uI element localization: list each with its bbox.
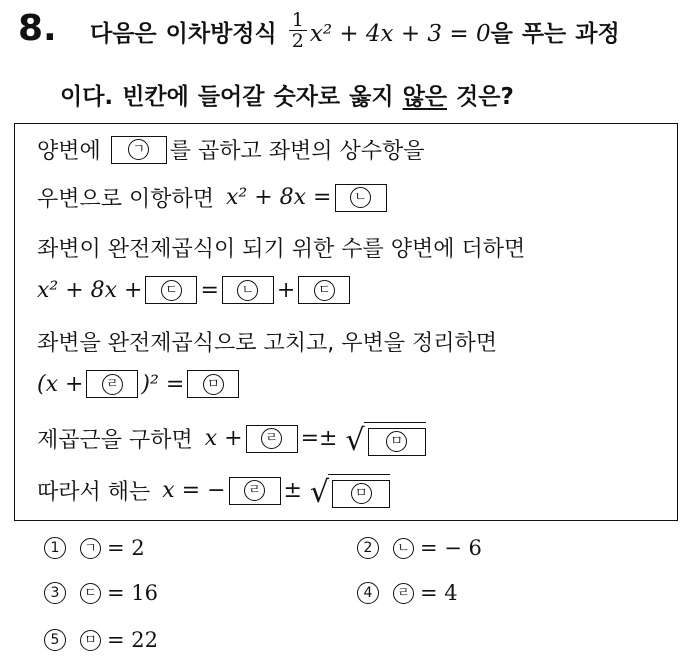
step-text: 를 곱하고 좌변의 상수항을 <box>169 139 425 164</box>
choice-value: = − 6 <box>420 536 482 560</box>
step-1 <box>37 134 425 165</box>
question-line-1 <box>90 9 620 55</box>
step-3 <box>37 232 525 263</box>
step-math: = <box>200 277 219 303</box>
step-text: 좌변을 완전제곱식으로 고치고, 우변을 정리하면 <box>37 331 498 356</box>
choice-value: = 2 <box>107 536 145 560</box>
step-7 <box>37 422 426 456</box>
radical-sign: √ <box>345 422 365 458</box>
word: 을 <box>490 21 513 47</box>
label-d: ㄹ <box>244 480 265 501</box>
choice-number: 1 <box>44 537 66 559</box>
choice-4[interactable] <box>357 581 458 605</box>
step-math: x + <box>204 426 243 452</box>
blank-a <box>111 136 167 164</box>
blank-d <box>86 370 138 398</box>
step-8 <box>37 474 390 508</box>
choice-number: 2 <box>357 537 379 559</box>
label-e: ㅁ <box>351 483 372 504</box>
step-text: 우변으로 이항하면 <box>37 187 215 212</box>
blank-e <box>368 428 426 456</box>
blank-b <box>335 184 387 212</box>
label-b: ㄴ <box>237 280 258 301</box>
label-e: ㅁ <box>386 431 407 452</box>
label-c: ㄷ <box>314 280 335 301</box>
choice-label: ㅁ <box>80 630 101 651</box>
step-math: =± <box>300 426 338 452</box>
label-d: ㄹ <box>261 428 282 449</box>
choice-5[interactable] <box>44 628 158 652</box>
blank-b <box>222 276 274 304</box>
word: 것은? <box>456 84 514 110</box>
word: 푸는 <box>521 21 567 47</box>
fraction <box>289 10 307 51</box>
choice-1[interactable] <box>44 536 145 560</box>
radicand <box>364 422 426 456</box>
word: 옳지 <box>349 84 394 110</box>
radical-sign: √ <box>309 474 330 510</box>
step-6 <box>37 370 242 398</box>
choice-label: ㄷ <box>80 583 101 604</box>
label-d: ㄹ <box>102 374 123 395</box>
label-a: ㄱ <box>128 139 149 160</box>
step-math: ± <box>283 478 302 504</box>
blank-d <box>229 477 281 505</box>
word: 숫자로 <box>273 84 341 110</box>
choice-label: ㄱ <box>80 538 101 559</box>
step-text: 양변에 <box>37 139 101 164</box>
step-2 <box>37 182 390 213</box>
word: 이다. <box>60 84 114 110</box>
fraction-denominator: 2 <box>291 30 304 52</box>
radicand <box>328 474 390 508</box>
word: 다음은 <box>90 21 157 47</box>
choice-number: 3 <box>44 582 66 604</box>
step-text: 제곱근을 구하면 <box>37 428 193 454</box>
solution-box <box>14 123 678 521</box>
choice-value: = 16 <box>107 581 158 605</box>
choice-2[interactable] <box>357 536 482 560</box>
choice-value: = 22 <box>107 628 158 652</box>
fraction-numerator: 1 <box>289 10 307 31</box>
question-number: 8. <box>18 8 57 49</box>
choice-value: = 4 <box>420 581 458 605</box>
label-e: ㅁ <box>203 374 224 395</box>
label-b: ㄴ <box>350 187 371 208</box>
choice-number: 5 <box>44 629 66 651</box>
square-root <box>310 474 390 508</box>
equation: x² + 4x + 3 = 0 <box>309 21 491 47</box>
step-math: + <box>276 277 296 303</box>
word: 이차방정식 <box>165 21 277 47</box>
word: 과정 <box>575 21 620 47</box>
step-text: 따라서 해는 <box>37 480 151 506</box>
word: 들어갈 <box>197 84 265 110</box>
blank-e <box>187 370 239 398</box>
step-text: 좌변이 완전제곱식이 되기 위한 수를 양변에 더하면 <box>37 237 526 262</box>
blank-e <box>332 480 390 508</box>
step-math: x² + 8x = <box>226 185 332 210</box>
choice-3[interactable] <box>44 581 158 605</box>
step-4 <box>37 276 353 304</box>
label-c: ㄷ <box>161 280 182 301</box>
choice-number: 4 <box>357 582 379 604</box>
step-math: x = − <box>162 478 226 504</box>
blank-d <box>246 425 298 453</box>
blank-c <box>145 276 197 304</box>
word: 빈칸에 <box>122 84 189 110</box>
step-math: )² = <box>141 371 185 397</box>
square-root <box>345 422 425 456</box>
choice-label: ㄹ <box>393 583 414 604</box>
blank-c <box>298 276 350 304</box>
word-emphasized: 않은 <box>402 84 448 110</box>
step-5 <box>37 326 497 357</box>
step-math: (x + <box>37 371 84 397</box>
step-math: x² + 8x + <box>37 277 143 303</box>
choice-label: ㄴ <box>393 538 414 559</box>
question-line-2 <box>60 78 514 111</box>
